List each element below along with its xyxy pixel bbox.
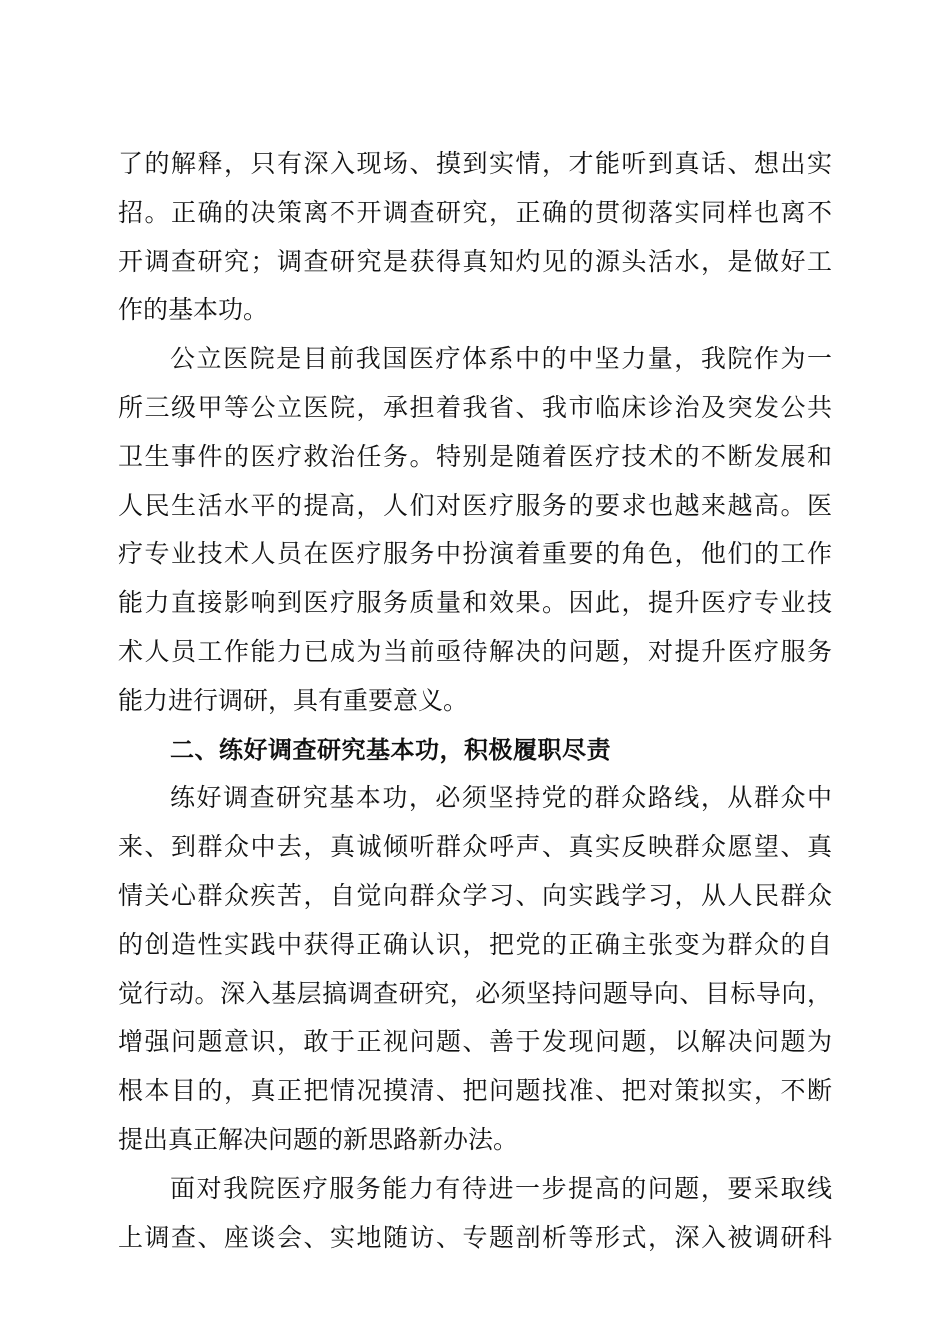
paragraph-3-line: 觉行动。深入基层搞调查研究，必须坚持问题导向、目标导向，: [118, 978, 832, 1008]
paragraph-2-line: 术人员工作能力已成为当前亟待解决的问题，对提升医疗服务: [118, 636, 832, 666]
paragraph-1-line: 了的解释，只有深入现场、摸到实情，才能听到真话、想出实: [118, 149, 832, 178]
section-heading: 二、练好调查研究基本功，积极履职尽责: [170, 735, 611, 764]
paragraph-2-line: 卫生事件的医疗救治任务。特别是随着医疗技术的不断发展和: [118, 441, 832, 471]
paragraph-1-line: 开调查研究；调查研究是获得真知灼见的源头活水，是做好工: [118, 246, 832, 276]
paragraph-3-line: 来、到群众中去，真诚倾听群众呼声、真实反映群众愿望、真: [118, 832, 832, 862]
paragraph-2-line: 公立医院是目前我国医疗体系中的中坚力量，我院作为一: [170, 344, 832, 374]
paragraph-3-line: 情关心群众疾苦，自觉向群众学习、向实践学习，从人民群众: [118, 880, 832, 910]
paragraph-4-line: 面对我院医疗服务能力有待进一步提高的问题，要采取线: [170, 1173, 832, 1203]
document-body: [118, 140, 832, 1262]
paragraph-1-line: 作的基本功。: [118, 295, 269, 325]
paragraph-3-line: 练好调查研究基本功，必须坚持党的群众路线，从群众中: [170, 783, 832, 813]
paragraph-2-line: 人民生活水平的提高，人们对医疗服务的要求也越来越高。医: [118, 490, 832, 520]
paragraph-4-line: 上调查、座谈会、实地随访、专题剖析等形式，深入被调研科: [118, 1222, 832, 1252]
paragraph-2-line: 能力直接影响到医疗服务质量和效果。因此，提升医疗专业技: [118, 588, 832, 618]
paragraph-2-line: 能力进行调研，具有重要意义。: [118, 685, 469, 715]
paragraph-3-line: 增强问题意识，敢于正视问题、善于发现问题，以解决问题为: [118, 1027, 832, 1057]
paragraph-3-line: 根本目的，真正把情况摸清、把问题找准、把对策拟实，不断: [118, 1076, 832, 1106]
paragraph-1-line: 招。正确的决策离不开调查研究，正确的贯彻落实同样也离不: [118, 197, 832, 227]
paragraph-2-line: 所三级甲等公立医院，承担着我省、我市临床诊治及突发公共: [118, 392, 832, 422]
paragraph-3-line: 提出真正解决问题的新思路新办法。: [118, 1124, 519, 1154]
paragraph-2-line: 疗专业技术人员在医疗服务中扮演着重要的角色，他们的工作: [118, 539, 832, 569]
paragraph-3-line: 的创造性实践中获得正确认识，把党的正确主张变为群众的自: [118, 929, 832, 959]
